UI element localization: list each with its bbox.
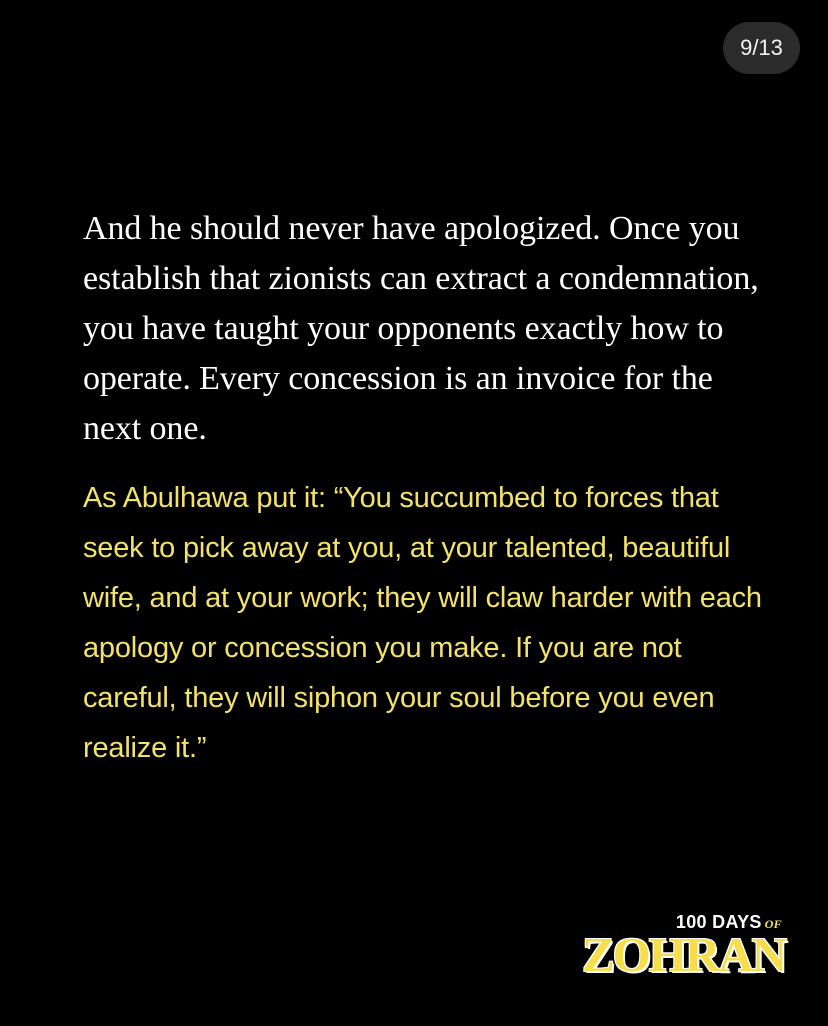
page-counter-label: 9/13 (740, 35, 783, 60)
logo-days-text: 100 DAYS (675, 912, 762, 932)
body-paragraph: And he should never have apologized. Once you establish that zionists can extract a condemnation, you have taught your opponents exactly how to operate. Every concession is an invoice for the next one. (83, 210, 759, 447)
logo-of-text: OF (764, 917, 782, 931)
page-counter-badge (723, 22, 800, 74)
quote-paragraph: As Abulhawa put it: “You succumbed to forces that seek to pick away at you, at your talented, beautiful wife, and at your work; they will claw harder with each apology or concession you make. If you are not careful, they will siphon your soul before you even realize it.” (83, 482, 762, 764)
brand-logo (580, 912, 796, 982)
logo-wordmark: ZOHRAN (582, 927, 786, 982)
